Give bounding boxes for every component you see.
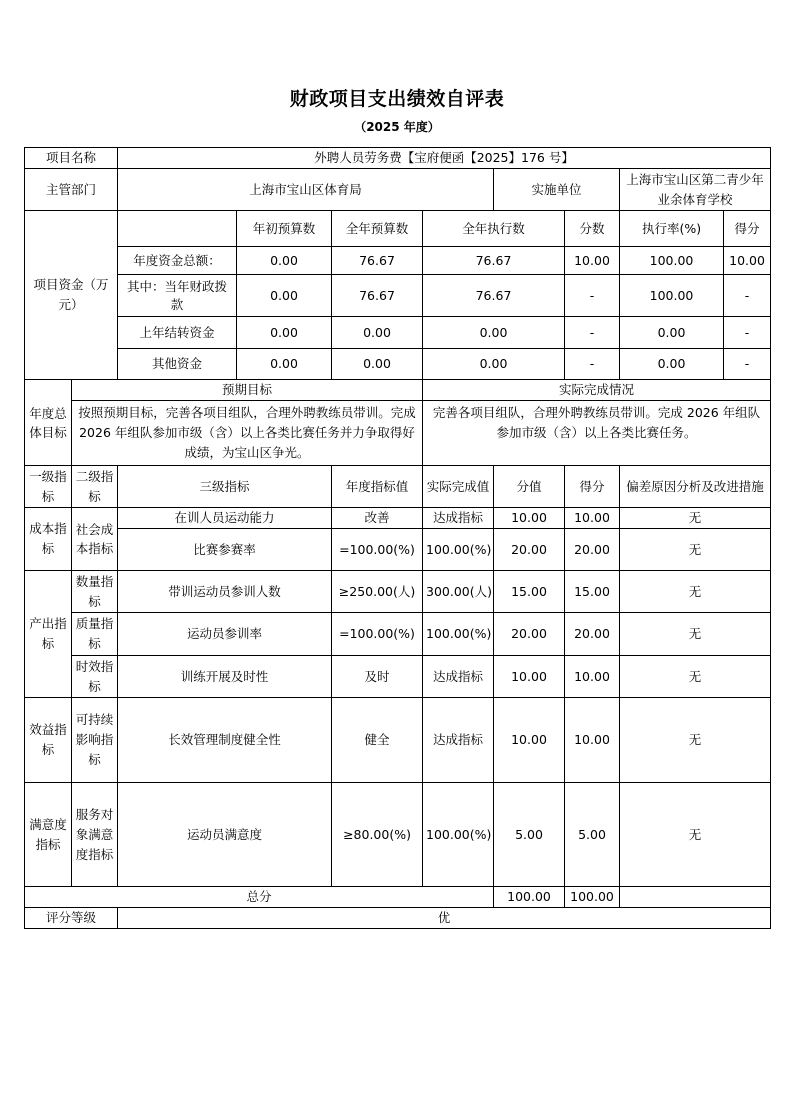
total-score: 100.00	[565, 887, 620, 908]
level2-sustainable: 可持续影响指标	[72, 698, 118, 783]
department-row	[25, 169, 771, 211]
funds-label: 项目资金（万元）	[25, 211, 118, 380]
header-level2: 二级指标	[72, 466, 118, 508]
funds-cell: 10.00	[724, 247, 771, 275]
funds-row	[25, 317, 771, 349]
funds-header-initial: 年初预算数	[237, 211, 332, 247]
document-title: 财政项目支出绩效自评表	[289, 88, 505, 110]
indicator-note: 无	[620, 529, 771, 571]
level1-satisfaction: 满意度指标	[25, 783, 72, 887]
department-label: 主管部门	[25, 169, 118, 211]
level2-quantity: 数量指标	[72, 571, 118, 613]
total-weight: 100.00	[494, 887, 565, 908]
funds-cell: 0.00	[620, 349, 724, 380]
funds-row-label: 其他资金	[118, 349, 237, 380]
header-weight: 分值	[494, 466, 565, 508]
funds-header-rate: 执行率(%)	[620, 211, 724, 247]
funds-cell: 0.00	[237, 275, 332, 317]
header-level3: 三级指标	[118, 466, 332, 508]
indicator-target: =100.00(%)	[332, 529, 423, 571]
indicator-score: 10.00	[565, 508, 620, 529]
indicator-weight: 10.00	[494, 656, 565, 698]
funds-cell: 76.67	[423, 247, 565, 275]
indicator-target: 改善	[332, 508, 423, 529]
indicator-row	[25, 783, 771, 887]
funds-cell: 76.67	[332, 275, 423, 317]
indicator-actual: 达成指标	[423, 656, 494, 698]
funds-header-annual: 全年预算数	[332, 211, 423, 247]
grade-label: 评分等级	[25, 908, 118, 929]
indicator-target: 健全	[332, 698, 423, 783]
project-name-row	[25, 148, 771, 169]
funds-cell: 0.00	[423, 349, 565, 380]
indicator-score: 20.00	[565, 529, 620, 571]
implementer-value: 上海市宝山区第二青少年业余体育学校	[620, 169, 771, 211]
indicator-actual: 100.00(%)	[423, 613, 494, 656]
indicator-name: 运动员满意度	[118, 783, 332, 887]
funds-row-label: 上年结转资金	[118, 317, 237, 349]
funds-cell: 10.00	[565, 247, 620, 275]
funds-cell: -	[724, 275, 771, 317]
level2-social-cost: 社会成本指标	[72, 508, 118, 571]
indicator-row	[25, 571, 771, 613]
funds-cell: 0.00	[332, 349, 423, 380]
department-value: 上海市宝山区体育局	[118, 169, 494, 211]
funds-cell: 0.00	[237, 247, 332, 275]
funds-header-row	[25, 211, 771, 247]
total-note-blank	[620, 887, 771, 908]
grade-value: 优	[118, 908, 771, 929]
goals-actual-text: 完善各项目组队，合理外聘教练员带训。完成 2026 年组队参加市级（含）以上各类比赛任务。	[423, 401, 771, 466]
level1-cost: 成本指标	[25, 508, 72, 571]
indicator-target: ≥250.00(人)	[332, 571, 423, 613]
funds-cell: 0.00	[423, 317, 565, 349]
goals-content-row	[25, 401, 771, 466]
indicator-row	[25, 508, 771, 529]
indicator-target: =100.00(%)	[332, 613, 423, 656]
funds-cell: 0.00	[237, 349, 332, 380]
header-level1: 一级指标	[25, 466, 72, 508]
header-score: 得分	[565, 466, 620, 508]
total-label: 总分	[25, 887, 494, 908]
indicator-weight: 10.00	[494, 698, 565, 783]
indicator-name: 运动员参训率	[118, 613, 332, 656]
indicator-name: 长效管理制度健全性	[118, 698, 332, 783]
funds-cell: 100.00	[620, 275, 724, 317]
indicator-name: 带训运动员参训人数	[118, 571, 332, 613]
indicator-score: 10.00	[565, 698, 620, 783]
funds-row-label: 其中：当年财政拨款	[118, 275, 237, 317]
indicator-weight: 20.00	[494, 613, 565, 656]
funds-header-blank	[118, 211, 237, 247]
indicator-note: 无	[620, 508, 771, 529]
indicator-actual: 100.00(%)	[423, 783, 494, 887]
indicator-note: 无	[620, 656, 771, 698]
funds-row	[25, 247, 771, 275]
implementer-label: 实施单位	[494, 169, 620, 211]
funds-cell: 0.00	[237, 317, 332, 349]
indicator-row	[25, 698, 771, 783]
level2-service-satisfaction: 服务对象满意度指标	[72, 783, 118, 887]
indicator-header-row	[25, 466, 771, 508]
indicator-score: 15.00	[565, 571, 620, 613]
indicator-note: 无	[620, 613, 771, 656]
indicator-note: 无	[620, 698, 771, 783]
goals-expected-header: 预期目标	[72, 380, 423, 401]
project-name-value: 外聘人员劳务费【宝府便函【2025】176 号】	[118, 148, 771, 169]
indicator-name: 训练开展及时性	[118, 656, 332, 698]
funds-header-score: 得分	[724, 211, 771, 247]
grade-row	[25, 908, 771, 929]
funds-cell: -	[724, 349, 771, 380]
level1-benefit: 效益指标	[25, 698, 72, 783]
indicator-weight: 20.00	[494, 529, 565, 571]
indicator-weight: 5.00	[494, 783, 565, 887]
indicator-score: 10.00	[565, 656, 620, 698]
header-actual: 实际完成值	[423, 466, 494, 508]
funds-row	[25, 275, 771, 317]
indicator-weight: 15.00	[494, 571, 565, 613]
evaluation-table	[24, 147, 771, 929]
funds-row-label: 年度资金总额：	[118, 247, 237, 275]
funds-cell: -	[565, 349, 620, 380]
indicator-score: 5.00	[565, 783, 620, 887]
funds-cell: 0.00	[332, 317, 423, 349]
level2-quality: 质量指标	[72, 613, 118, 656]
indicator-actual: 100.00(%)	[423, 529, 494, 571]
indicator-row	[25, 529, 771, 571]
funds-row	[25, 349, 771, 380]
funds-cell: -	[565, 317, 620, 349]
header-note: 偏差原因分析及改进措施	[620, 466, 771, 508]
funds-cell: 100.00	[620, 247, 724, 275]
project-name-label: 项目名称	[25, 148, 118, 169]
total-row	[25, 887, 771, 908]
document-subtitle: （2025 年度）	[354, 120, 440, 134]
funds-header-points: 分数	[565, 211, 620, 247]
indicator-weight: 10.00	[494, 508, 565, 529]
indicator-name: 比赛参赛率	[118, 529, 332, 571]
indicator-actual: 达成指标	[423, 508, 494, 529]
indicator-target: ≥80.00(%)	[332, 783, 423, 887]
goals-actual-header: 实际完成情况	[423, 380, 771, 401]
goals-expected-text: 按照预期目标，完善各项目组队，合理外聘教练员带训。完成 2026 年组队参加市级（含）以上各类比赛任务并力争取得好成绩，为宝山区争光。	[72, 401, 423, 466]
indicator-note: 无	[620, 571, 771, 613]
funds-header-executed: 全年执行数	[423, 211, 565, 247]
indicator-note: 无	[620, 783, 771, 887]
indicator-score: 20.00	[565, 613, 620, 656]
goals-header-row	[25, 380, 771, 401]
funds-cell: 76.67	[332, 247, 423, 275]
funds-cell: 76.67	[423, 275, 565, 317]
funds-cell: -	[565, 275, 620, 317]
indicator-row	[25, 656, 771, 698]
indicator-name: 在训人员运动能力	[118, 508, 332, 529]
indicator-actual: 300.00(人)	[423, 571, 494, 613]
funds-cell: 0.00	[620, 317, 724, 349]
level1-output: 产出指标	[25, 571, 72, 698]
goals-label: 年度总体目标	[25, 380, 72, 466]
header-target: 年度指标值	[332, 466, 423, 508]
indicator-target: 及时	[332, 656, 423, 698]
indicator-actual: 达成指标	[423, 698, 494, 783]
level2-timeliness: 时效指标	[72, 656, 118, 698]
indicator-row	[25, 613, 771, 656]
funds-cell: -	[724, 317, 771, 349]
